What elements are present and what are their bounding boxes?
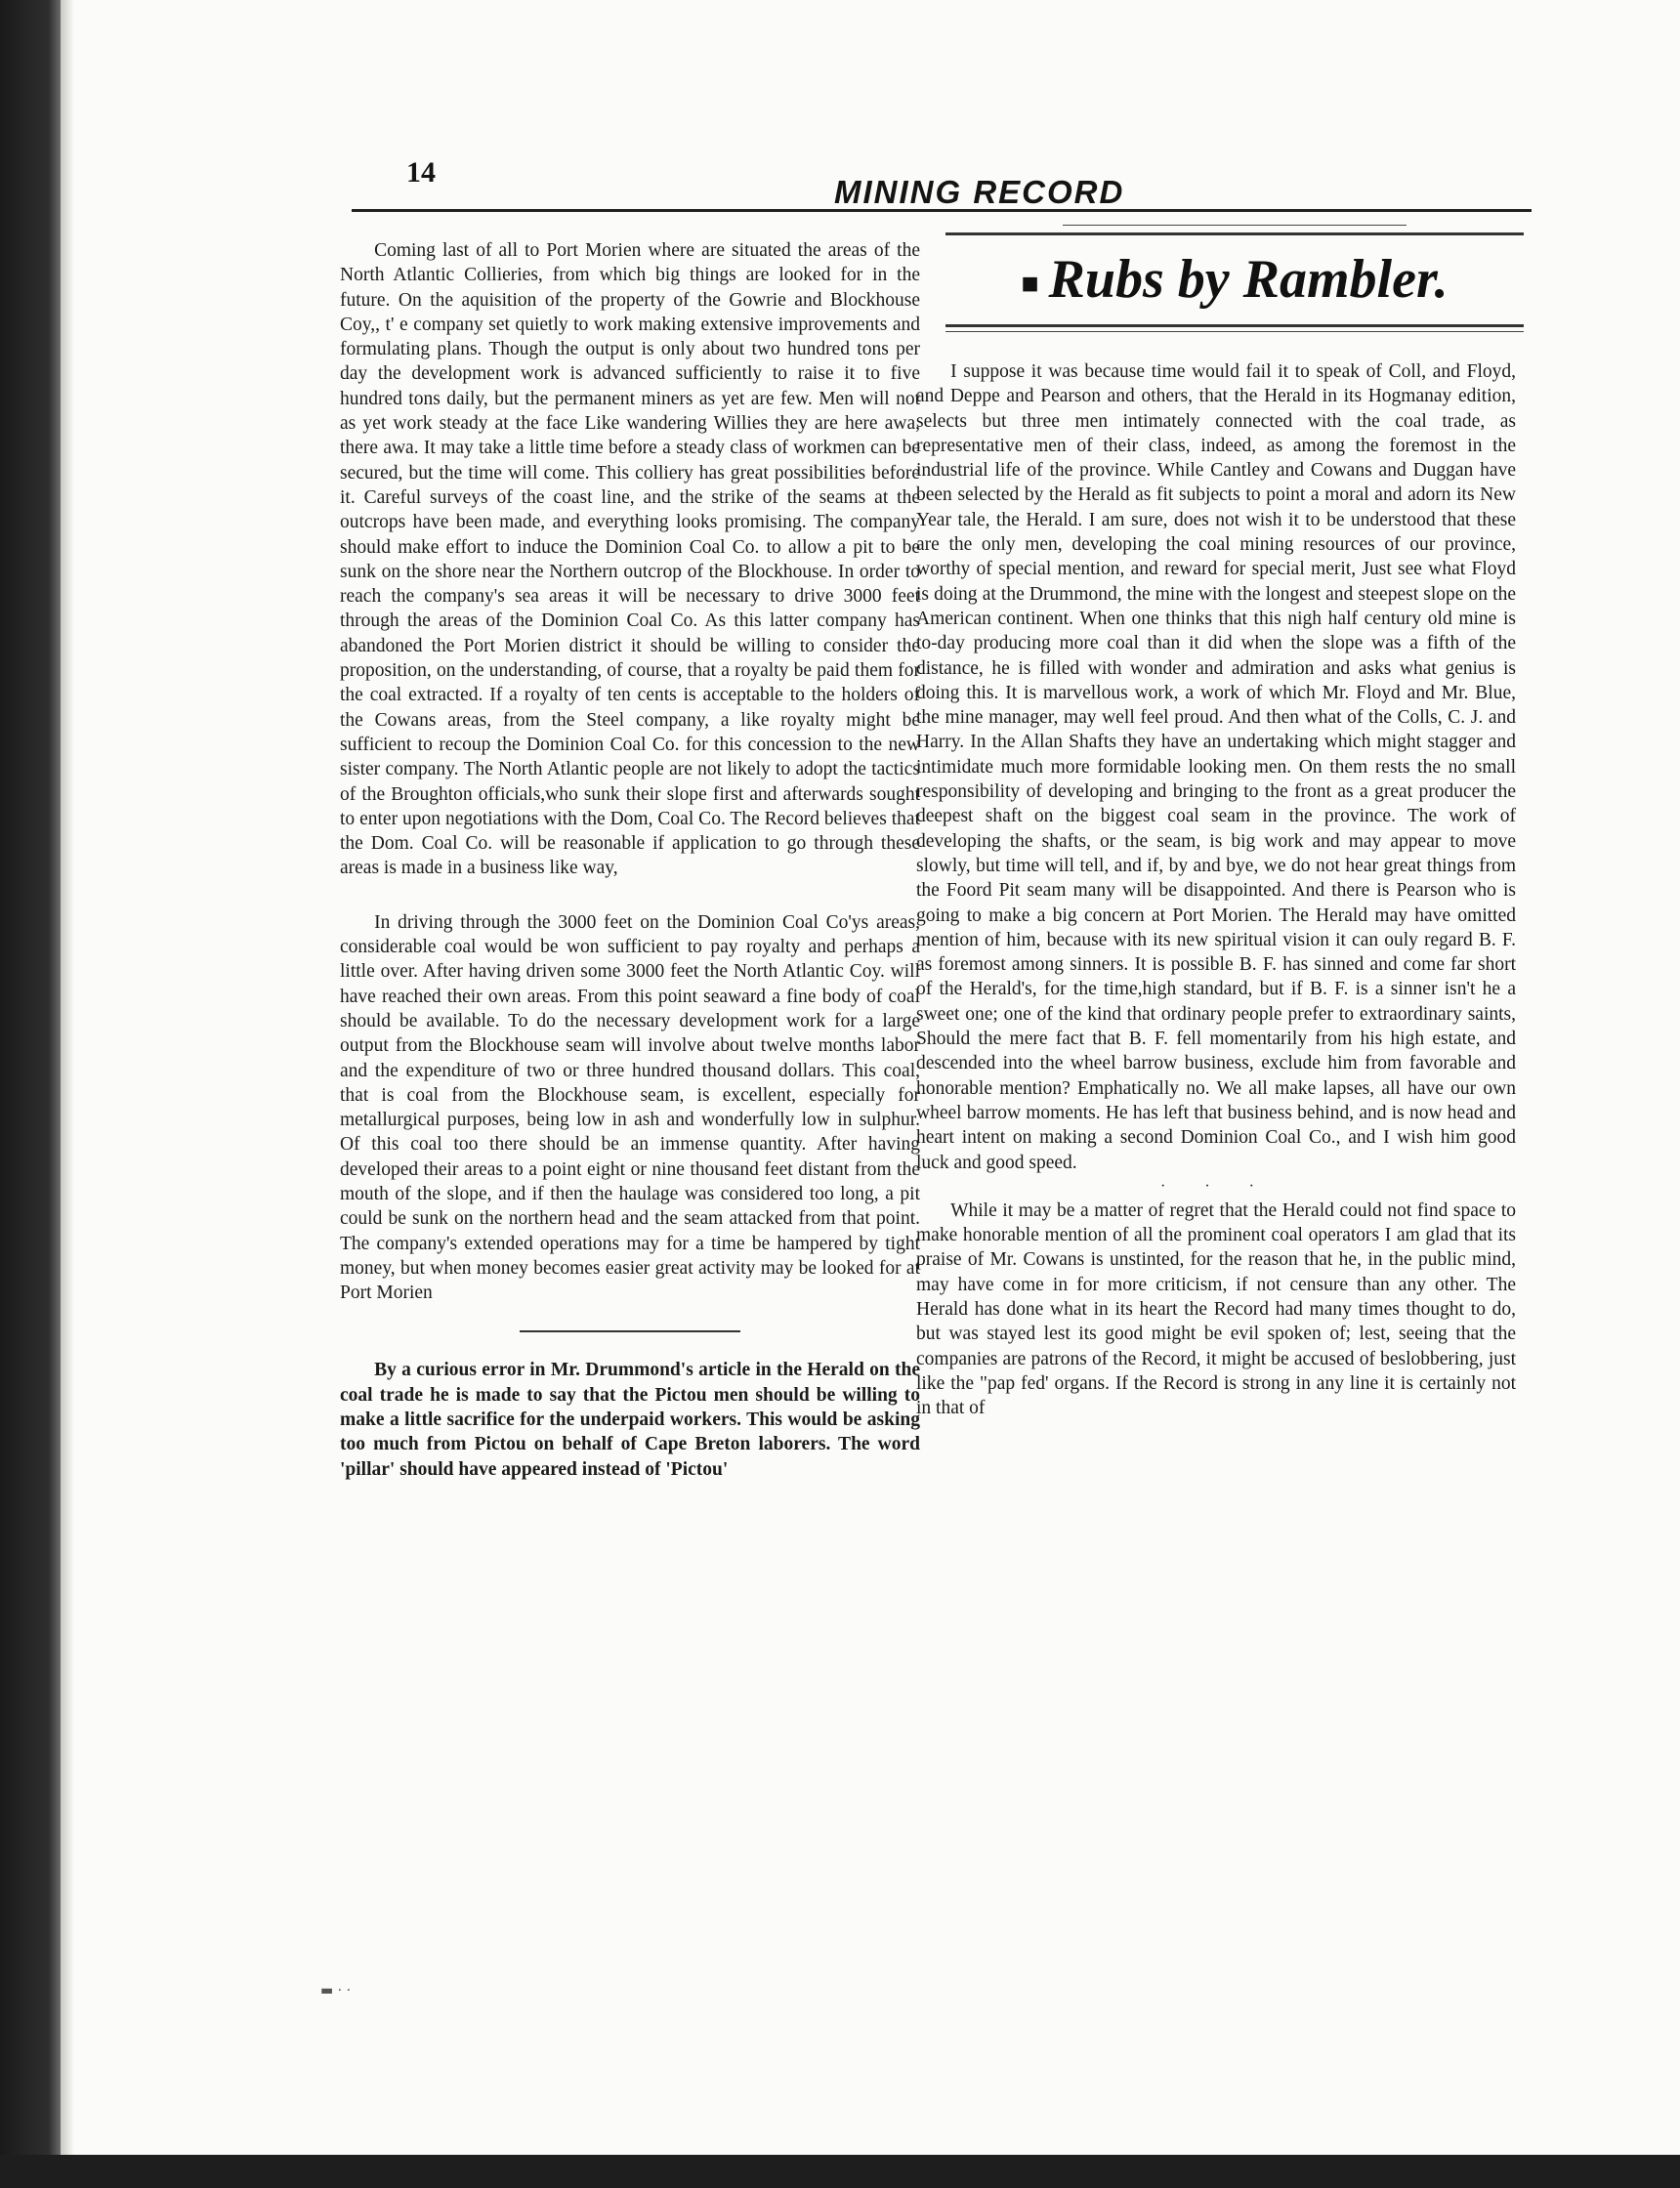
publication-title: MINING RECORD <box>834 174 1125 210</box>
heading-rule-top-thin <box>1063 225 1407 226</box>
article-paragraph: I suppose it was because time would fail it to speak of Coll, and Floyd, and Deppe and Pearson and others, that the Herald in its Hogmanay edition, selects but three men intimately connected with the coal trade, as representative men of their class, indeed, as among the foremost in the industrial life of the province. While Cantley and Cowans and Duggan have been selected by the Herald as fit subjects to point a moral and adorn its New Year tale, the Herald. I am sure, does not wish it to be understood that these are the only men, developing the coal mining resources of our province, worthy of special mention, and reward for special merit, Just see what Floyd is doing at the Drummond, the mine with the longest and steepest slope on the American continent. When one thinks that this nigh half century old mine is to-day producing more coal than it did when the slope was a fifth of the distance, he is filled with wonder and admiration and asks what genius is doing this. It is marvellous work, a work of which Mr. Floyd and Mr. Blue, the mine manager, may well feel proud. And then what of the Colls, C. J. and Harry. In the Allan Shafts they have an undertaking which might stagger and intimidate much more formidable looking men. On them rests the no small responsibility of developing and bringing to the front as a great producer the deepest shaft on the biggest coal seam in the province. The work of developing the shafts, or the seam, is big work and may appear to move slowly, but time will tell, and if, by and bye, we do not hear great things from the Foord Pit seam many will be disappointed. And there is Pearson who is going to make a big concern at Port Morien. The Herald may have omitted mention of him, because with its new spiritual vision it can ouly regard B. F. as foremost among sinners. It is possible B. F. has sinned and come far short of the Herald's, for the time,high standard, but if B. F. is a sinner isn't he a sweet one; one of the kind that ordinary people prefer to extraordinary saints, Should the mere fact that B. F. fell momentarily from his high estate, and descended into the wheel barrow business, exclude him from favorable and honorable mention? Emphatically no. We all make lapses, all have our own wheel barrow moments. He has left that business behind, and is now head and heart intent on making a second Dominion Coal Co., and I wish him good luck and good speed. <box>916 361 1516 1173</box>
separator-marks: · · · <box>1160 1177 1272 1195</box>
correction-note: By a curious error in Mr. Drummond's article in the Herald on the coal trade he is made to say that the Pictou men should be willing to make a little sacrifice for the underpaid workers. This would be asking too much from Pictou on behalf of Cape Breton laborers. The word 'pillar' should have appeared instead of 'Pictou' <box>340 1360 920 1480</box>
header-rule <box>352 209 1532 212</box>
page-number: 14 <box>406 156 436 189</box>
paragraph-gap <box>340 881 920 910</box>
article-paragraph: Coming last of all to Port Morien where are situated the areas of the North Atlantic Collieries, from which big things are looked for in the future. On the aquisition of the property of the Gowrie and Blockhouse Coy,, t' e company set quietly to work making extensive improvements and formulating plans. Though the output is only about two hundred tons per day the development work is advanced sufficiently to raise it to five hundred tons daily, but the permanent miners as yet are few. Men will not as yet work steady at the face Like wandering Willies they are here awa, there awa. It may take a little time before a steady class of workmen can be secured, but the time will come. This colliery has great possibilities before it. Careful surveys of the coast line, and the strike of the seams at the outcrops have been made, and everything looks promising. The company should make effort to induce the Dominion Coal Co. to allow a pit to be sunk on the shore near the Northern outcrop of the Blockhouse. In order to reach the company's sea areas it will be necessary to drive 3000 feet through the areas of the Dominion Coal Co. As this latter company has abandoned the Port Morien district it should be willing to consider the proposition, on the understanding, of course, that a royalty be paid them for the coal extracted. If a royalty of ten cents is acceptable to the holders of the Cowans areas, from the Steel company, a like royalty might be sufficient to recoup the Dominion Coal Co. for this concession to the new sister company. The North Atlantic people are not likely to adopt the tactics of the Broughton officials,who sunk their slope first and afterwards sought to enter upon negotiations with the Dom, Coal Co. The Record believes that the Dom. Coal Co. will be reasonable if application to go through these areas is made in a business like way, <box>340 240 920 879</box>
scan-bottom-border <box>0 2155 1680 2188</box>
heading-rule-bottom-thick <box>945 324 1524 327</box>
heading-rule-bottom-thin <box>945 331 1524 332</box>
column-title-text: Rubs by Rambler. <box>1048 249 1449 310</box>
page-header <box>291 156 1532 217</box>
article-paragraph: While it may be a matter of regret that the Herald could not find space to make honorable mention of all the prominent coal operators I am glad that its praise of Mr. Cowans is unstinted, for the reason that he, in the public mind, may have come in for more criticism, if not censure than any other. The Herald has done what in its heart the Record had many times thought to do, but was stayed lest its good might be evil spoken of; lest, seeing that the companies are patrons of the Record, it might be accused of beslobbering, just like the "pap fed' organs. If the Record is strong in any line it is certainly not in that of <box>916 1199 1516 1419</box>
article-paragraph: In driving through the 3000 feet on the Dominion Coal Co'ys areas, considerable coal would be won sufficient to pay royalty and perhaps a little over. After having driven some 3000 feet the North Atlantic Coy. will have reached their own areas. From this point seaward a fine body of coal should be available. To do the necessary development work for a large output from the Blockhouse seam will involve about twelve months labor and the expenditure of two or three hundred thousand dollars. This coal, that is coal from the Blockhouse seam, is excellent, especially for metallurgical purposes, being low in ash and wonderfully low in sulphur. Of this coal too there should be an immense quantity. After having developed their areas to a point eight or nine thousand feet distant from the mouth of the slope, and if then the haulage was considered too long, a pit could be sunk on the northern head and the seam attacked from that point. The company's extended operations may for a time be hampered by tight money, but when money becomes easier great activity may be looked for at Port Morien <box>340 911 920 1304</box>
heading-rule-top-thick <box>945 232 1524 235</box>
stray-print-mark: ▬ · · <box>320 1983 352 1999</box>
column-title <box>945 248 1524 311</box>
section-divider <box>520 1330 740 1332</box>
column-heading-block <box>945 221 1524 334</box>
right-column <box>916 359 1516 1420</box>
left-column <box>340 238 920 1482</box>
scan-left-border <box>0 0 61 2188</box>
bullet-icon: ■ <box>1021 268 1039 301</box>
